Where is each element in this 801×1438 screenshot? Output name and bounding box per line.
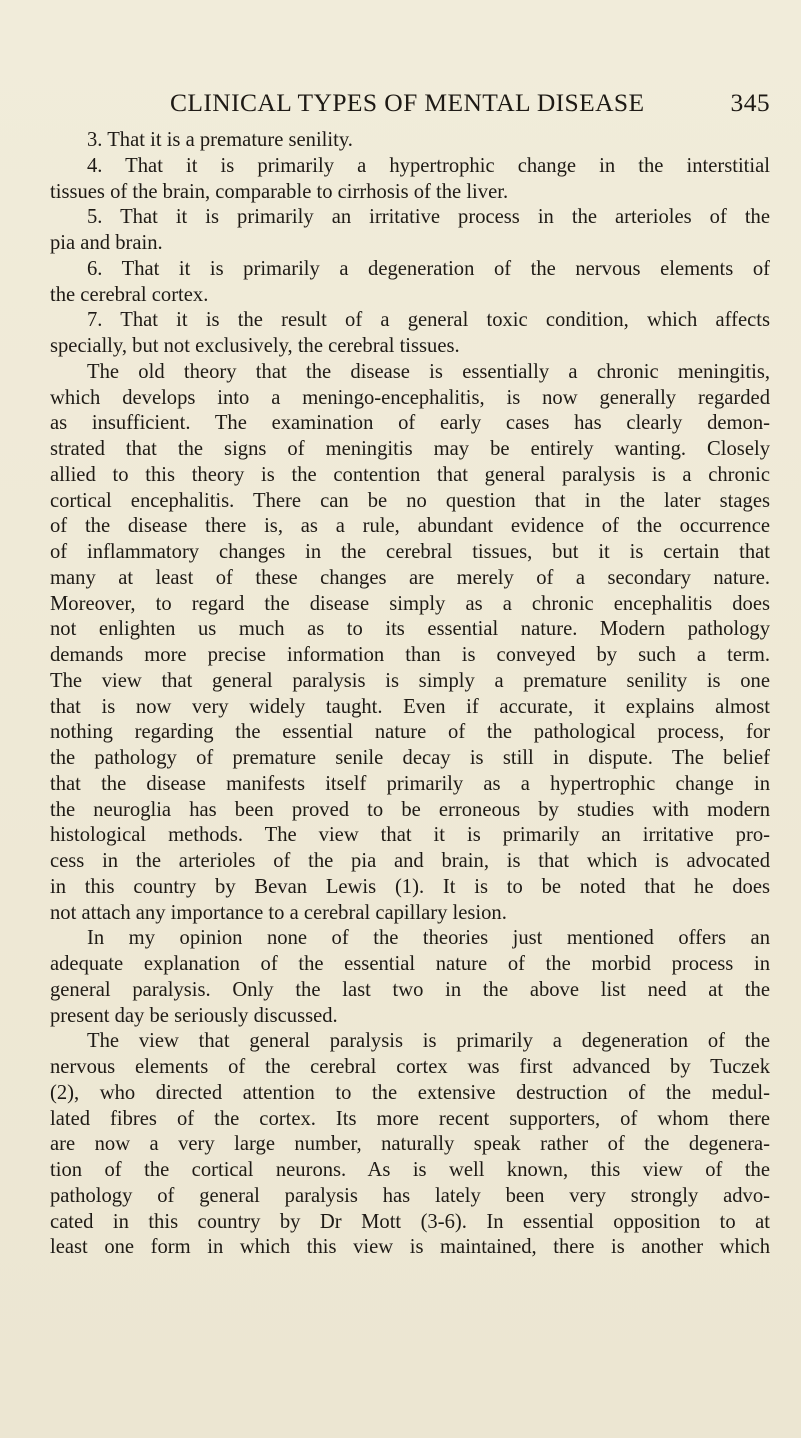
list-item-7: 7. That it is the result of a general toxic condition, which affects	[87, 309, 770, 332]
list-item-6: 6. That it is primarily a degeneration of the nervous elements of	[87, 257, 770, 280]
text-line: histological methods. The view that it is primarily an irritative pro-	[50, 824, 770, 847]
text-line: the neuroglia has been proved to be erroneous by studies with modern	[50, 798, 770, 821]
text-line: as insufficient. The examination of early cases has clearly demon-	[50, 412, 770, 435]
text-line: least one form in which this view is maintained, there is another which	[50, 1236, 770, 1259]
text-line: are now a very large number, naturally speak rather of the degenera-	[50, 1133, 770, 1156]
text-line: cess in the arterioles of the pia and brain, is that which is advocated	[50, 850, 770, 872]
text-line: lated fibres of the cortex. Its more recent supporters, of whom there	[50, 1107, 770, 1130]
text-line: tion of the cortical neurons. As is well known, this view of the	[50, 1159, 770, 1181]
text-line: the pathology of premature senile decay is still in dispute. The belief	[50, 747, 770, 769]
text-line: that is now very widely taught. Even if accurate, it explains almost	[50, 695, 770, 718]
list-item-4: 4. That it is primarily a hypertrophic change in the interstitial	[87, 154, 770, 177]
running-head	[170, 88, 770, 124]
text-line: nervous elements of the cerebral cortex was first advanced by Tuczek	[50, 1056, 770, 1078]
text-line: in this country by Bevan Lewis (1). It is to be noted that he does	[50, 875, 770, 898]
text-line: strated that the signs of meningitis may be entirely wanting. Closely	[50, 438, 770, 460]
text-line: pathology of general paralysis has lately been very strongly advo-	[50, 1184, 770, 1207]
text-line: general paralysis. Only the last two in the above list need at the	[50, 978, 770, 1001]
text-line: adequate explanation of the essential nature of the morbid process in	[50, 953, 770, 975]
text-line: specially, but not exclusively, the cerebral tissues.	[50, 335, 460, 357]
text-line: of inflammatory changes in the cerebral tissues, but it is certain that	[50, 541, 770, 563]
text-line: which develops into a meningo-encephalitis, is now generally regarded	[50, 386, 770, 409]
text-line: Moreover, to regard the disease simply as a chronic encephalitis does	[50, 592, 770, 615]
text-line: (2), who directed attention to the extensive destruction of the medul-	[50, 1081, 770, 1104]
text-line: cated in this country by Dr Mott (3-6). In essential opposition to at	[50, 1210, 770, 1233]
text-line: nothing regarding the essential nature of the pathological process, for	[50, 721, 770, 744]
text-line: allied to this theory is the contention that general paralysis is a chronic	[50, 463, 770, 486]
text-line: demands more precise information than is conveyed by such a term.	[50, 644, 770, 666]
text-line: The view that general paralysis is simply a premature senility is one	[50, 669, 770, 692]
paragraph-start: In my opinion none of the theories just mentioned offers an	[87, 927, 770, 950]
text-line: tissues of the brain, comparable to cirrhosis of the liver.	[50, 180, 509, 203]
page-number: 345	[730, 88, 770, 117]
text-line: that the disease manifests itself primarily as a hypertrophic change in	[50, 772, 770, 795]
paragraph-start: The view that general paralysis is primarily a degeneration of the	[87, 1030, 770, 1053]
text-line: of the disease there is, as a rule, abundant evidence of the occurrence	[50, 515, 770, 538]
text-line: the cerebral cortex.	[50, 283, 209, 306]
running-head-title: CLINICAL TYPES OF MENTAL DISEASE	[170, 88, 645, 117]
body-text	[50, 128, 770, 1261]
list-item-3: 3. That it is a premature senility.	[87, 129, 353, 151]
list-item-5: 5. That it is primarily an irritative process in the arterioles of the	[87, 206, 770, 229]
text-line: pia and brain.	[50, 232, 163, 254]
text-line: present day be seriously discussed.	[50, 1004, 338, 1027]
paragraph-start: The old theory that the disease is essentially a chronic meningitis,	[87, 360, 770, 383]
text-line: cortical encephalitis. There can be no question that in the later stages	[50, 489, 770, 512]
text-line: many at least of these changes are merely of a secondary nature.	[50, 566, 770, 589]
text-line: not attach any importance to a cerebral capillary lesion.	[50, 901, 507, 924]
text-line: not enlighten us much as to its essential nature. Modern pathology	[50, 618, 770, 641]
